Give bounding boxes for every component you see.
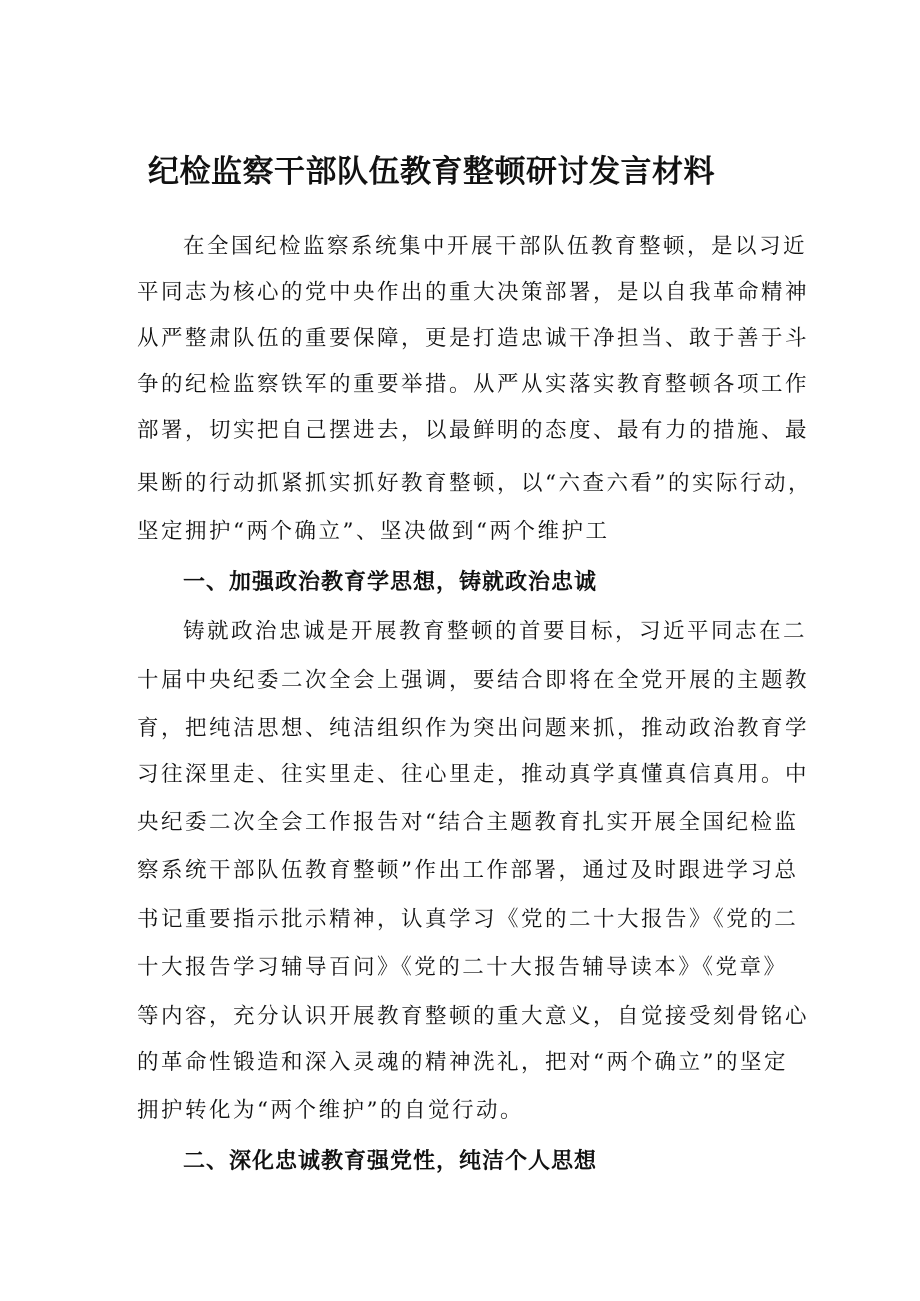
paragraph-line: 平同志为核心的党中央作出的重大决策部署，是以自我革命精神 <box>137 280 810 305</box>
paragraph-line: 等内容，充分认识开展教育整顿的重大意义，自觉接受刻骨铭心 <box>137 1004 810 1029</box>
paragraph-line: 察系统干部队伍教育整顿”作出工作部署，通过及时跟进学习总 <box>137 858 799 883</box>
paragraph-line: 从严整肃队伍的重要保障，更是打造忠诚干净担当、敢于善于斗 <box>137 326 810 351</box>
paragraph-line: 十届中央纪委二次全会上强调，要结合即将在全党开展的主题教 <box>137 668 810 693</box>
paragraph-line: 十大报告学习辅导百问》《党的二十大报告辅导读本》《党章》 <box>137 955 788 980</box>
paragraph-line: 拥护转化为“两个维护”的自觉行动。 <box>137 1098 524 1123</box>
paragraph-line: 铸就政治忠诚是开展教育整顿的首要目标，习近平同志在二 <box>183 619 808 644</box>
paragraph-line: 果断的行动抓紧抓实抓好教育整顿，以“六查六看”的实际行动， <box>137 471 812 496</box>
paragraph-line: 育，把纯洁思想、纯洁组织作为突出问题来抓，推动政治教育学 <box>137 716 810 741</box>
paragraph-line: 书记重要指示批示精神，认真学习《党的二十大报告》《党的二 <box>137 907 799 932</box>
paragraph-line: 争的纪检监察铁军的重要举措。从严从实落实教育整顿各项工作 <box>137 372 810 397</box>
paragraph-line: 的革命性锻造和深入灵魂的精神洗礼，把对“两个确立”的坚定 <box>137 1050 788 1075</box>
paragraph-line: 坚定拥护“两个确立”、坚决做到“两个维护工 <box>137 519 610 544</box>
section-heading-2: 二、深化忠诚教育强党性，纯洁个人思想 <box>183 1149 598 1174</box>
document-title: 纪检监察干部队伍教育整顿研讨发言材料 <box>148 154 715 190</box>
paragraph-line: 部署，切实把自己摆进去，以最鲜明的态度、最有力的措施、最 <box>137 418 810 443</box>
paragraph-line: 在全国纪检监察系统集中开展干部队伍教育整顿，是以习近 <box>183 234 808 259</box>
paragraph-line: 央纪委二次全会工作报告对“结合主题教育扎实开展全国纪检监 <box>137 810 799 835</box>
section-heading-1: 一、加强政治教育学思想，铸就政治忠诚 <box>183 570 598 595</box>
paragraph-line: 习往深里走、往实里走、往心里走，推动真学真懂真信真用。中 <box>137 762 810 787</box>
